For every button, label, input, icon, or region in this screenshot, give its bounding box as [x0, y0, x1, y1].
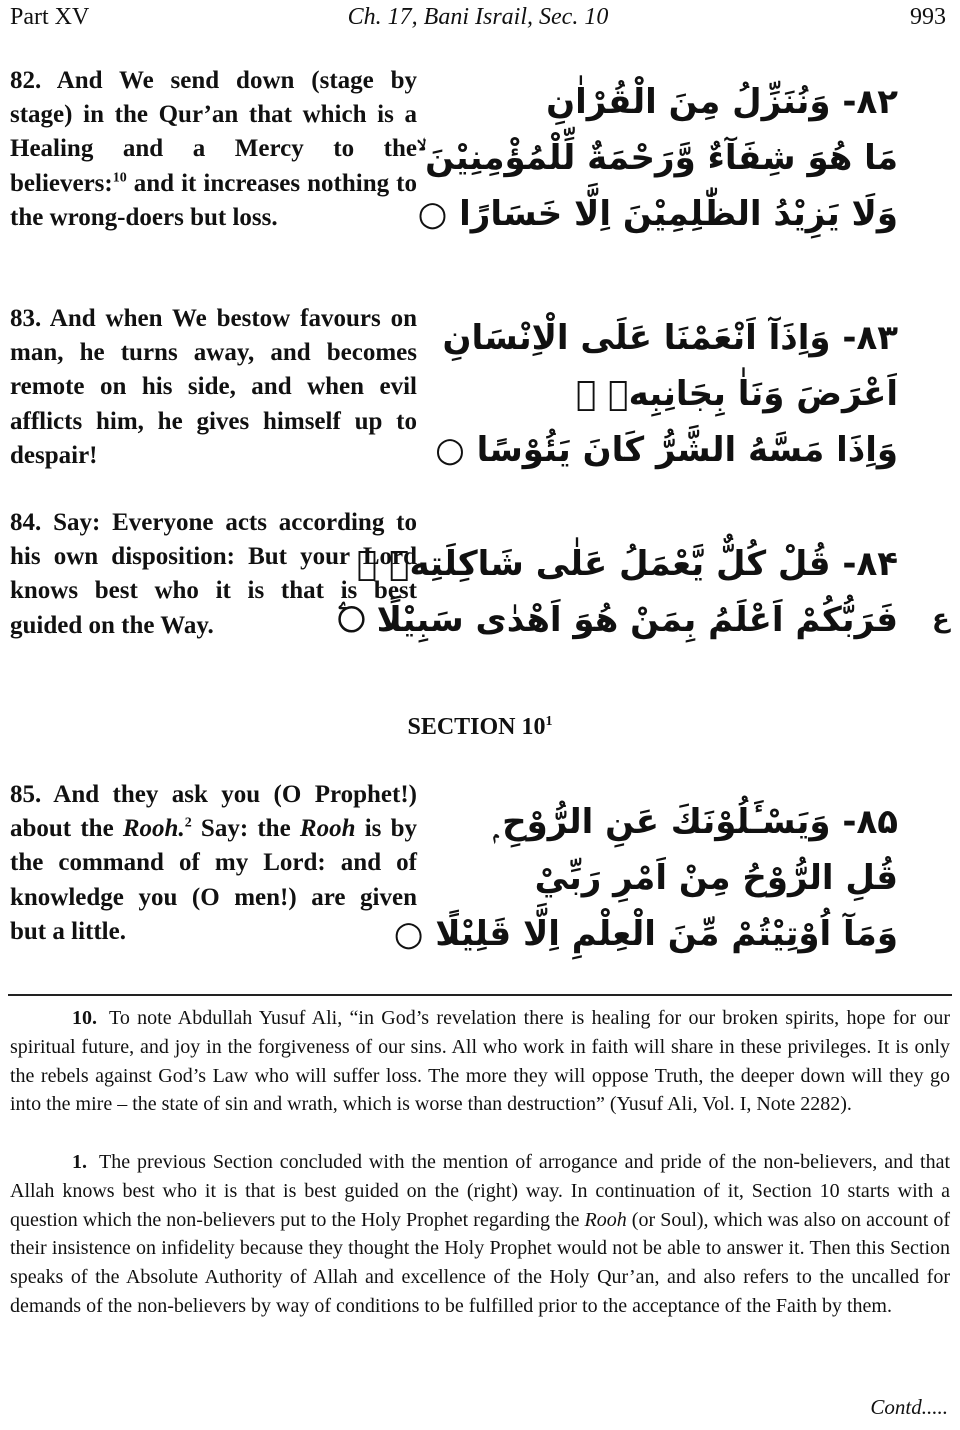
chapter-title: Ch. 17, Bani Israil, Sec. 10 [347, 4, 609, 30]
verse-text: is by the command of my Lord: and of knowledge you (O men!) are given but a little. [10, 815, 417, 945]
italic-term: Rooh. [122, 815, 185, 843]
verse-84-arabic [337, 536, 898, 648]
footnote-number: 1. [72, 1151, 87, 1173]
verse-text: 84. Say: Everyone acts according to his own disposition: But your Lord knows best who it is that is best guided on the Way. [10, 509, 417, 639]
footnote-text: (or Soul), which was also on account of their insistence on infidelity because they thought the Holy Prophet would not be able to answer it. Then this Section speaks of the Absolute Authority of Allah and excellence of the Holy Qur’an, and also refers to the uncalled for demands of the non-believers by way of conditions to be fulfilled prior to the acceptance of the Faith by them. [10, 1208, 950, 1317]
verse-85-arabic [393, 794, 898, 962]
arabic-line: وَمَآ اُوْتِيْتُمْ مِّنَ الْعِلْمِ اِلَّا قَلِيْلًا ○ [393, 914, 898, 954]
verse-text: 85. And they ask you (O Prophet!) about the [10, 781, 417, 843]
arabic-line: ۸۳- وَاِذَآ اَنْعَمْنَا عَلَى الْاِنْسَانِ [442, 318, 898, 358]
arabic-line: مَا هُوَ شِفَآءٌ وَّرَحْمَةٌ لِّلْمُؤْمِنِيْنَ ۙ [416, 138, 898, 178]
arabic-line: ۸۴- قُلْ كُلٌّ يَّعْمَلُ عَلٰى شَاكِلَتِهٖ ۗ [356, 544, 898, 584]
section-heading [0, 714, 960, 741]
footnote-ref: 1 [545, 714, 553, 729]
arabic-line: وَاِذَا مَسَّهُ الشَّرُّ كَانَ يَئُوْسًا ○ [435, 430, 898, 470]
verse-text: 83. And when We bestow favours on man, he turns away, and becomes remote on his side, and when evil afflicts him, he gives himself up to despair! [10, 305, 417, 469]
continued-label: Contd..... [870, 1395, 948, 1419]
verse-text: 82. And We send down (stage by stage) in the Qur’an that which is a Healing and a Mercy to the believers: [10, 67, 417, 197]
verse-text: Say: the [191, 815, 300, 843]
verse-83-translation [10, 302, 417, 473]
footnote-divider [8, 994, 952, 996]
verse-82-arabic [416, 74, 898, 242]
arabic-line: ۸۲- وَنُنَزِّلُ مِنَ الْقُرْاٰنِ [546, 82, 898, 122]
verse-83-arabic [435, 310, 898, 478]
footnote-number: 10. [72, 1007, 97, 1029]
footnote-1 [10, 1148, 950, 1321]
footnote-10 [10, 1004, 950, 1119]
verse-85-translation [10, 778, 417, 949]
italic-term: Rooh [584, 1208, 627, 1231]
arabic-line: فَرَبُّكُمْ اَعْلَمُ بِمَنْ هُوَ اَهْدٰى سَبِيْلًا ○ۧ [337, 600, 898, 640]
italic-term: Rooh [299, 815, 356, 843]
ruku-mark: ع [932, 604, 950, 634]
arabic-line: وَلَا يَزِيْدُ الظّٰلِمِيْنَ اِلَّا خَسَارًا ○ [417, 194, 898, 234]
verse-text: and it increases nothing to the wrong-doers but loss. [10, 169, 417, 231]
page-header [10, 4, 946, 36]
arabic-line: اَعْرَضَ وَنَاٰ بِجَانِبِهٖ ۚ [575, 374, 898, 414]
arabic-line: قُلِ الرُّوْحُ مِنْ اَمْرِ رَبِّيْ [534, 858, 898, 898]
footnote-ref: 10 [112, 170, 127, 186]
page-number: 993 [910, 4, 946, 30]
verse-82-translation [10, 64, 417, 235]
footnote-text: To note Abdullah Yusuf Ali, “in God’s revelation there is healing for our broken spirits, hope for our spiritual future, and joy in the forgiveness of our sins. All who work in faith will share in these privileges. It is only the rebels against God’s Law who will suffer loss. The more they will oppose Truth, the deeper down will they go into the mire – the state of sin and wrath, which is worse than destruction” (Yusuf Ali, Vol. I, Note 2282). [10, 1007, 950, 1116]
footnote-ref: 2 [184, 815, 192, 831]
section-title: SECTION 10 [407, 714, 546, 740]
footnote-text: The previous Section concluded with the mention of arrogance and pride of the non-believers, and that Allah knows best who it is that is best guided on the (right) way. In continuation of it, Section 10 starts with a question which the non-believers put to the Holy Prophet regarding the [10, 1151, 950, 1231]
part-label: Part XV [10, 4, 90, 30]
arabic-line: ۸۵- وَيَسْـَٔلُوْنَكَ عَنِ الرُّوْحِ ۭ [493, 802, 898, 842]
